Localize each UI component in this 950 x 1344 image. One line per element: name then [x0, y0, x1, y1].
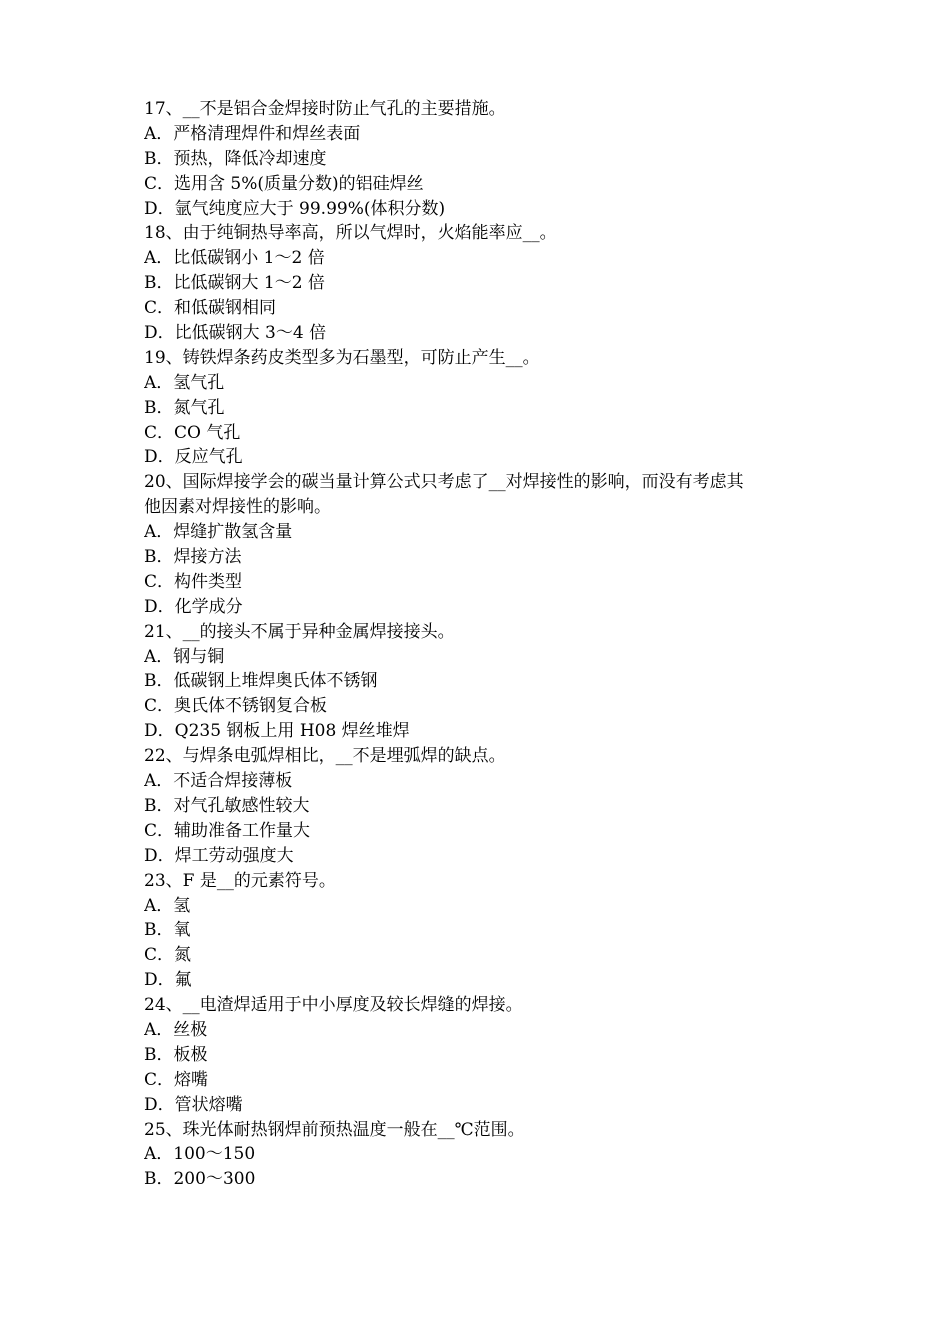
answer-option: D．Q235 钢板上用 H08 焊丝堆焊 [144, 721, 410, 742]
answer-option: C．熔嘴 [144, 1069, 209, 1090]
answer-option: A．不适合焊接薄板 [144, 771, 293, 792]
answer-option: D．反应气孔 [144, 447, 243, 468]
answer-option: D．氩气纯度应大于 99.99%(体积分数) [144, 198, 446, 219]
answer-option: C．选用含 5%(质量分数)的铝硅焊丝 [144, 173, 424, 194]
answer-option: A．严格清理焊件和焊丝表面 [144, 123, 361, 144]
question-block [144, 346, 816, 470]
question-stem: 他因素对焊接性的影响。 [144, 497, 331, 518]
answer-option: B．氧 [144, 920, 191, 941]
answer-option: C．和低碳钢相同 [144, 298, 277, 319]
answer-option: D．管状熔嘴 [144, 1094, 243, 1115]
question-stem: 24、__电渣焊适用于中小厚度及较长焊缝的焊接。 [144, 995, 523, 1016]
answer-option: B．焊接方法 [144, 547, 242, 568]
answer-option: C．奥氏体不锈钢复合板 [144, 696, 328, 717]
answer-option: B．氮气孔 [144, 397, 225, 418]
answer-option: C．辅助准备工作量大 [144, 820, 311, 841]
answer-option: B．低碳钢上堆焊奥氏体不锈钢 [144, 671, 378, 692]
question-block [144, 470, 816, 619]
question-stem: 22、与焊条电弧焊相比，__不是埋弧焊的缺点。 [144, 746, 506, 767]
answer-option: C．氮 [144, 945, 192, 966]
answer-option: B．预热，降低冷却速度 [144, 148, 327, 169]
question-stem: 17、__不是铝合金焊接时防止气孔的主要措施。 [144, 99, 506, 119]
answer-option: A．氢气孔 [144, 372, 225, 393]
question-block [144, 97, 816, 221]
answer-option: B．板极 [144, 1044, 208, 1065]
question-list [144, 97, 816, 1192]
question-stem: 23、F 是__的元素符号。 [144, 870, 336, 891]
answer-option: A．100～150 [144, 1144, 256, 1165]
question-block [144, 993, 816, 1117]
question-stem: 20、国际焊接学会的碳当量计算公式只考虑了__对焊接性的影响，而没有考虑其 [144, 472, 744, 493]
question-stem: 25、珠光体耐热钢焊前预热温度一般在__℃范围。 [144, 1119, 525, 1140]
question-block [144, 1118, 816, 1193]
question-stem: 21、__的接头不属于异种金属焊接接头。 [144, 621, 455, 642]
answer-option: C．构件类型 [144, 571, 243, 592]
question-block [144, 869, 816, 993]
question-block [144, 221, 816, 345]
answer-option: A．比低碳钢小 1～2 倍 [144, 248, 325, 269]
answer-option: A．钢与铜 [144, 646, 225, 667]
answer-option: B．200～300 [144, 1169, 256, 1190]
answer-option: A．丝极 [144, 1019, 208, 1040]
question-stem: 18、由于纯铜热导率高，所以气焊时，火焰能率应__。 [144, 223, 557, 244]
answer-option: C．CO 气孔 [144, 422, 241, 443]
answer-option: D．化学成分 [144, 596, 243, 617]
answer-option: D．焊工劳动强度大 [144, 845, 294, 866]
answer-option: A．焊缝扩散氢含量 [144, 522, 293, 543]
question-block [144, 744, 816, 868]
question-block [144, 620, 816, 744]
answer-option: D．氟 [144, 970, 192, 991]
answer-option: B．比低碳钢大 1～2 倍 [144, 273, 325, 294]
answer-option: B．对气孔敏感性较大 [144, 795, 310, 816]
answer-option: D．比低碳钢大 3～4 倍 [144, 323, 327, 344]
question-stem: 19、铸铁焊条药皮类型多为石墨型，可防止产生__。 [144, 347, 540, 368]
answer-option: A．氢 [144, 895, 191, 916]
